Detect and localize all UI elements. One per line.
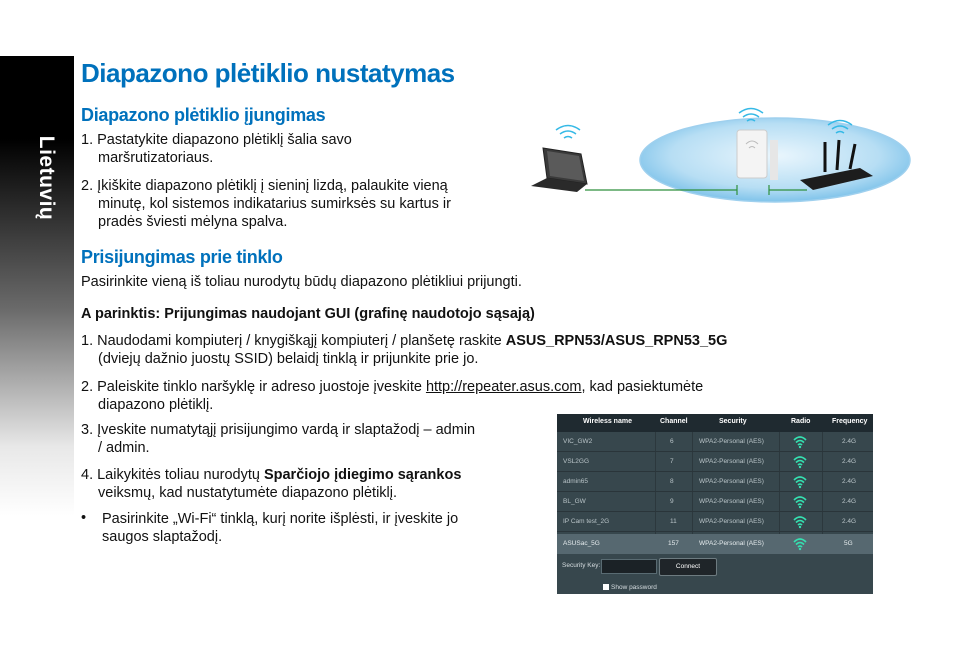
- setup-illustration: [525, 100, 930, 212]
- option-a-heading: A parinktis: Prijungimas naudojant GUI (grafinę naudotojo sąsają): [81, 306, 535, 322]
- row-ssid: BL_GW: [563, 498, 586, 505]
- step-1-line-1: 1. Pastatykite diapazono plėtiklį šalia savo: [81, 132, 352, 148]
- row-frequency: 2.4G: [842, 498, 857, 505]
- step-2-text: 2. Paleiskite tinklo naršyklę ir adreso juostoje įveskite: [81, 379, 426, 395]
- quick-setup-name: Sparčiojo įdiegimo sąrankos: [263, 467, 462, 483]
- network-step-1: [81, 332, 881, 368]
- header-radio: Radio: [791, 418, 811, 425]
- laptop-icon: [531, 148, 587, 192]
- network-step-2: [81, 378, 881, 414]
- header-wireless-name: Wireless name: [583, 418, 632, 425]
- row-ssid: admin65: [563, 478, 588, 485]
- step-1-line-2: maršrutizatoriaus.: [98, 150, 214, 166]
- row-security: WPA2-Personal (AES): [699, 458, 764, 465]
- step-4-text: 4. Laikykitės toliau nurodytų: [81, 467, 264, 483]
- step-2-text-tail: , kad pasiektumėte: [581, 379, 704, 395]
- page-title: Diapazono plėtiklio nustatymas: [81, 58, 455, 88]
- header-channel: Channel: [660, 418, 688, 425]
- header-frequency: Frequency: [832, 418, 868, 425]
- wifi-signal-icon: [793, 537, 807, 551]
- security-key-input[interactable]: [601, 559, 657, 574]
- wifi-signal-laptop-icon: [556, 126, 580, 139]
- row-frequency: 2.4G: [842, 518, 857, 525]
- ssid-name: ASUS_RPN53/ASUS_RPN53_5G: [505, 333, 728, 349]
- row-security: WPA2-Personal (AES): [699, 498, 764, 505]
- row-security: WPA2-Personal (AES): [699, 540, 764, 547]
- step-2-line-2: minutę, kol sistemos indikatarius sumirksės su kartus ir: [98, 196, 451, 212]
- show-password-checkbox[interactable]: [603, 584, 609, 590]
- step-1-text: 1. Naudodami kompiuterį / knygiškąjį kompiuterį / planšetę raskite: [81, 333, 506, 349]
- network-intro: Pasirinkite vieną iš toliau nurodytų būdų diapazono plėtikliui prijungti.: [81, 274, 522, 290]
- language-side-label-wrap: [29, 118, 63, 238]
- row-channel: 9: [670, 498, 674, 505]
- row-ssid: IP Cam test_2G: [563, 518, 610, 525]
- row-channel: 7: [670, 458, 674, 465]
- wifi-signal-icon: [793, 435, 807, 449]
- step-2-line-1: 2. Įkiškite diapazono plėtiklį į sieninį lizdą, palaukite vieną: [81, 178, 448, 194]
- table-header: [557, 414, 873, 432]
- header-security: Security: [719, 418, 747, 425]
- row-channel: 11: [670, 518, 677, 525]
- wifi-network-table: [557, 414, 873, 594]
- step-3-text: 3. Įveskite numatytąjį prisijungimo vardą ir slaptažodį – admin: [81, 422, 476, 438]
- section-heading-network: Prisijungimas prie tinklo: [81, 247, 283, 267]
- step-4-text-cont: veiksmų, kad nustatytumėte diapazono plėtiklį.: [98, 485, 398, 501]
- show-password-label: Show password: [611, 584, 657, 591]
- wifi-signal-icon: [793, 455, 807, 469]
- row-security: WPA2-Personal (AES): [699, 518, 764, 525]
- section-heading-power-on: Diapazono plėtiklio įjungimas: [81, 105, 326, 125]
- table-row-selected[interactable]: [557, 534, 873, 554]
- table-row[interactable]: [557, 512, 873, 532]
- repeater-url-link[interactable]: http://repeater.asus.com: [425, 379, 582, 395]
- bullet-text: Pasirinkite „Wi-Fi“ tinklą, kurį norite išplėsti, ir įveskite jo: [102, 511, 459, 527]
- row-ssid: VIC_GW2: [563, 438, 593, 445]
- network-step-3: [81, 421, 556, 457]
- bullet-icon: •: [81, 510, 87, 526]
- table-row[interactable]: [557, 452, 873, 472]
- row-frequency: 5G: [844, 540, 853, 547]
- wifi-signal-icon: [793, 495, 807, 509]
- row-channel: 157: [668, 540, 679, 547]
- language-side-label: Lietuvių: [35, 135, 58, 221]
- bullet-text-cont: saugos slaptažodį.: [102, 529, 223, 545]
- wifi-signal-icon: [793, 475, 807, 489]
- row-frequency: 2.4G: [842, 478, 857, 485]
- row-channel: 8: [670, 478, 674, 485]
- connect-button[interactable]: Connect: [659, 558, 717, 576]
- show-password-option[interactable]: [603, 584, 657, 591]
- security-key-label: Security Key:: [562, 562, 601, 569]
- row-channel: 6: [670, 438, 674, 445]
- wifi-signal-icon: [793, 515, 807, 529]
- row-frequency: 2.4G: [842, 458, 857, 465]
- step-2-line-3: pradės šviesti mėlyna spalva.: [98, 214, 288, 230]
- step-3-text-cont: / admin.: [98, 440, 150, 456]
- network-step-4: [81, 466, 556, 502]
- row-ssid: VSL2GG: [563, 458, 590, 465]
- power-on-step-1: [81, 131, 521, 167]
- table-row[interactable]: [557, 432, 873, 452]
- network-bullet: [102, 510, 552, 546]
- row-ssid: ASUSac_5G: [563, 540, 600, 547]
- table-row[interactable]: [557, 472, 873, 492]
- power-on-step-2: [81, 177, 521, 231]
- row-security: WPA2-Personal (AES): [699, 438, 764, 445]
- row-security: WPA2-Personal (AES): [699, 478, 764, 485]
- table-row[interactable]: [557, 492, 873, 512]
- step-2-text-cont: diapazono plėtiklį.: [98, 397, 214, 413]
- step-1-text-cont: (dviejų dažnio juostų SSID) belaidį tinklą ir prijunkite prie jo.: [98, 351, 479, 367]
- row-frequency: 2.4G: [842, 438, 857, 445]
